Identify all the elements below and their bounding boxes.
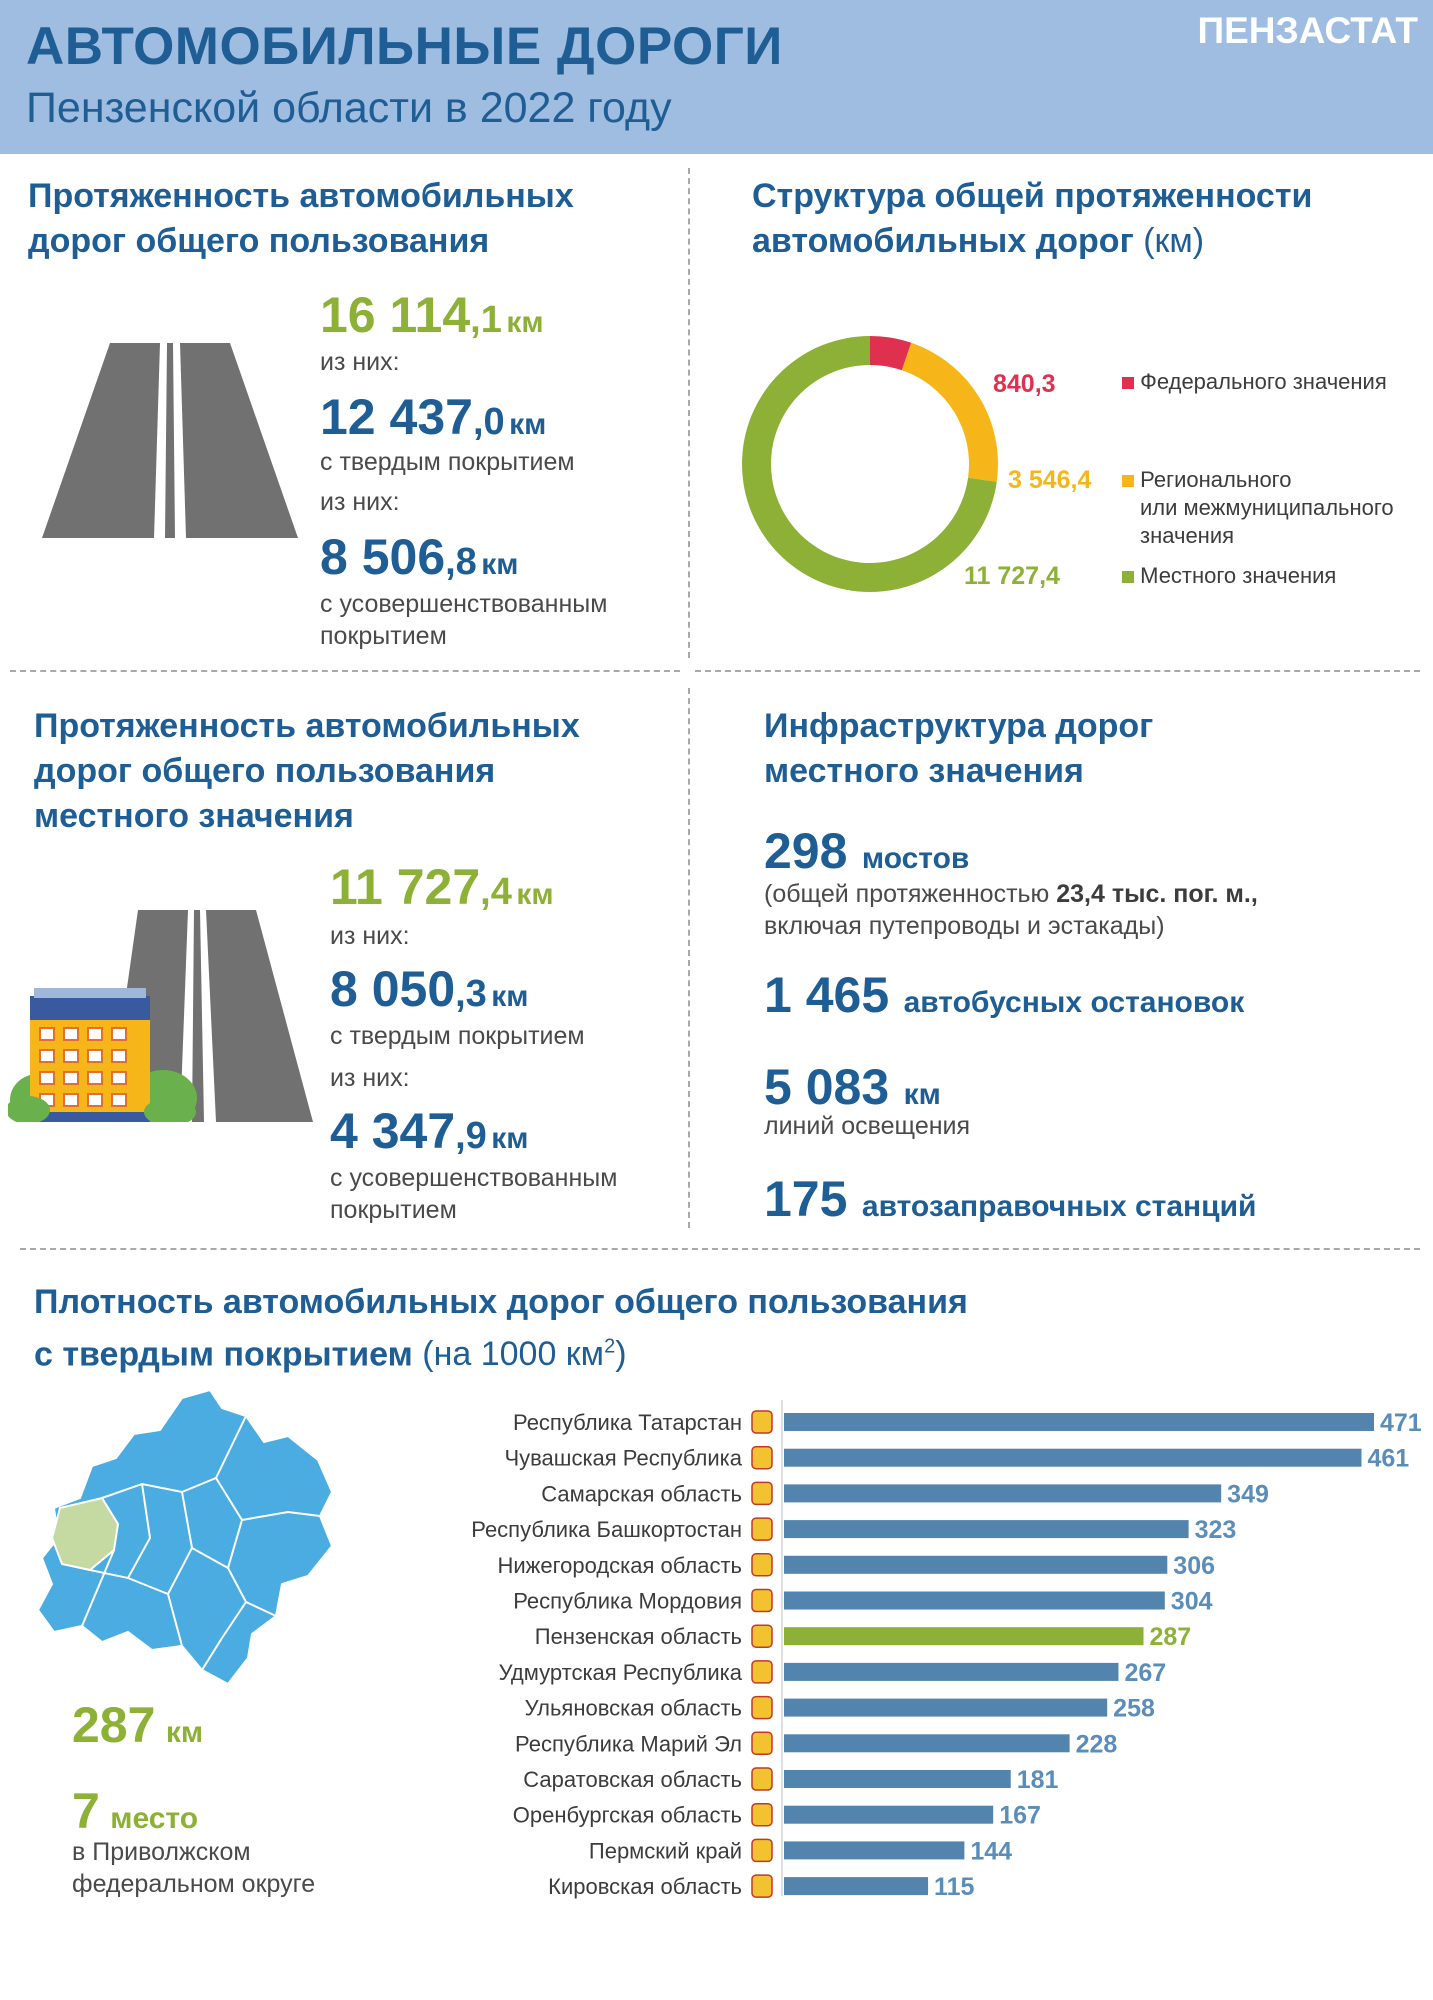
bar [784, 1841, 964, 1859]
section-density-heading: Плотность автомобильных дорог общего пользования с твердым покрытием (на 1000 $км^2$) [34, 1283, 968, 1374]
region-emblem-icon [752, 1625, 772, 1647]
bar [784, 1627, 1144, 1645]
density-value: 287 км [72, 1697, 204, 1753]
bar-category-label: Кировская область [548, 1874, 742, 1900]
donut-slice-regional [902, 343, 998, 482]
section-total-length-heading: Протяженность автомобильных дорог общего пользования [28, 177, 574, 260]
density-rank-note: в Приволжском федеральном округе [72, 1838, 316, 1898]
bar-value-label: 287 [1149, 1623, 1192, 1652]
bar [784, 1663, 1118, 1681]
divider-vertical-middle [688, 688, 690, 1228]
region-emblem-icon [752, 1768, 772, 1790]
bar-category-label: Чувашская Республика [504, 1445, 742, 1471]
bar-value-label: 258 [1113, 1694, 1155, 1723]
divider-horizontal-right [695, 670, 1420, 672]
structure-donut-chart [740, 334, 1000, 594]
bar-value-label: 115 [934, 1873, 975, 1902]
lighting-stat: 5 083 км [764, 1059, 941, 1115]
bar [784, 1413, 1374, 1431]
region-emblem-icon [752, 1697, 772, 1719]
region-emblem-icon [752, 1554, 772, 1576]
bar [784, 1770, 1011, 1788]
legend-swatch-local [1122, 571, 1134, 583]
region-emblem-icon [752, 1590, 772, 1612]
local-of-them-label: из них: [330, 922, 410, 950]
local-of-them-label-2: из них: [330, 1064, 410, 1092]
region-emblem-icon [752, 1732, 772, 1754]
page-subtitle: Пензенской области в 2022 году [26, 84, 672, 132]
region-emblem-icon [752, 1839, 772, 1861]
bar-category-label: Саратовская область [523, 1767, 742, 1792]
region-emblem-icon [752, 1518, 772, 1540]
bar-value-label: 306 [1173, 1551, 1216, 1580]
density-bar-chart [330, 1396, 1430, 1916]
slice-label-regional: 3 546,4 [1008, 466, 1092, 494]
bar-category-label: Республика Татарстан [512, 1410, 742, 1435]
slice-label-federal: 840,3 [993, 370, 1056, 398]
legend-swatch-federal [1122, 377, 1134, 389]
local-hard-label: с твердым покрытием [330, 1022, 585, 1050]
bar [784, 1734, 1070, 1752]
bar-value-label: 144 [970, 1837, 1013, 1866]
bus-stops-stat: 1 465 автобусных остановок [764, 967, 1245, 1023]
bar-category-label: Ульяновская область [524, 1695, 742, 1721]
lighting-label: линий освещения [764, 1112, 971, 1140]
bar-category-label: Пермский край [588, 1838, 742, 1864]
bar-value-label: 471 [1380, 1409, 1422, 1437]
bar-category-label: Оренбургская область [512, 1802, 742, 1828]
page-title: АВТОМОБИЛЬНЫЕ ДОРОГИ [26, 17, 783, 76]
hard-surface-value: 12 437,0 км [320, 389, 547, 445]
bar-category-label: Самарская область [541, 1481, 742, 1507]
local-hard-value: 8 050,3 км [330, 961, 529, 1017]
local-total-value: 11 727,4 км [330, 859, 554, 915]
bar-category-label: Республика Марий Эл [515, 1731, 742, 1757]
bar-category-label: Республика Башкортостан [471, 1517, 742, 1543]
density-rank: 7 место [72, 1783, 199, 1839]
local-improved-label: с усовершенствованным покрытием [330, 1164, 618, 1224]
bar [784, 1592, 1165, 1610]
divider-horizontal-bottom [20, 1248, 1420, 1250]
local-improved-value: 4 347,9 км [330, 1103, 529, 1159]
bar-category-label: Нижегородская область [497, 1552, 742, 1578]
region-emblem-icon [752, 1804, 772, 1826]
of-them-label-2: из них: [320, 488, 400, 516]
bar [784, 1449, 1361, 1467]
bar-value-label: 349 [1227, 1480, 1269, 1509]
volga-district-map [32, 1388, 342, 1688]
bar [784, 1806, 993, 1824]
divider-vertical-top [688, 168, 690, 658]
legend-swatch-regional [1122, 475, 1134, 487]
bar-value-label: 267 [1124, 1658, 1167, 1687]
slice-label-local: 11 727,4 [964, 562, 1060, 590]
bar-value-label: 304 [1170, 1587, 1213, 1616]
total-length-value: 16 114,1 км [320, 287, 544, 343]
section-infrastructure-heading: Инфраструктура дорог местного значения [764, 707, 1154, 790]
region-emblem-icon [752, 1875, 772, 1897]
gas-stations-stat: 175 автозаправочных станций [764, 1171, 1257, 1227]
bar-value-label: 181 [1016, 1766, 1059, 1794]
section-structure-heading: Структура общей протяженности автомобильных дорог (км) [752, 177, 1313, 260]
improved-surface-value: 8 506,8 км [320, 529, 519, 585]
bar-category-label: Пензенская область [534, 1624, 742, 1650]
region-emblem-icon [752, 1482, 772, 1504]
divider-horizontal-left [10, 670, 680, 672]
bar-value-label: 167 [999, 1801, 1041, 1830]
bar-category-label: Республика Мордовия [513, 1588, 742, 1614]
bar [784, 1877, 928, 1895]
region-emblem-icon [752, 1411, 772, 1433]
bar-value-label: 228 [1075, 1730, 1118, 1759]
hard-surface-label: с твердым покрытием [320, 448, 575, 476]
section-local-length-heading: Протяженность автомобильных дорог общего пользования местного значения [34, 707, 580, 835]
improved-surface-label: с усовершенствованным покрытием [320, 590, 608, 650]
city-road-icon [8, 910, 313, 1122]
bar [784, 1484, 1221, 1502]
bar [784, 1699, 1107, 1717]
bar-category-label: Удмуртская Республика [498, 1659, 742, 1685]
bar [784, 1520, 1189, 1538]
bar [784, 1556, 1167, 1574]
legend-federal: Федерального значения [1122, 368, 1387, 396]
of-them-label: из них: [320, 348, 400, 376]
bridges-note: (общей протяженностью 23,4 тыс. пог. м., включая путепроводы и эстакады) [764, 880, 1258, 940]
legend-local: Местного значения [1122, 562, 1336, 590]
region-emblem-icon [752, 1447, 772, 1469]
legend-regional: Регионального или межмуниципального значения [1122, 466, 1394, 550]
region-emblem-icon [752, 1661, 772, 1683]
bridges-stat: 298 мостов [764, 823, 970, 879]
brand-logo: ПЕНЗАСТАТ [1197, 10, 1418, 51]
bar-value-label: 323 [1194, 1516, 1237, 1545]
bar-value-label: 461 [1367, 1444, 1410, 1473]
road-icon [42, 343, 298, 538]
